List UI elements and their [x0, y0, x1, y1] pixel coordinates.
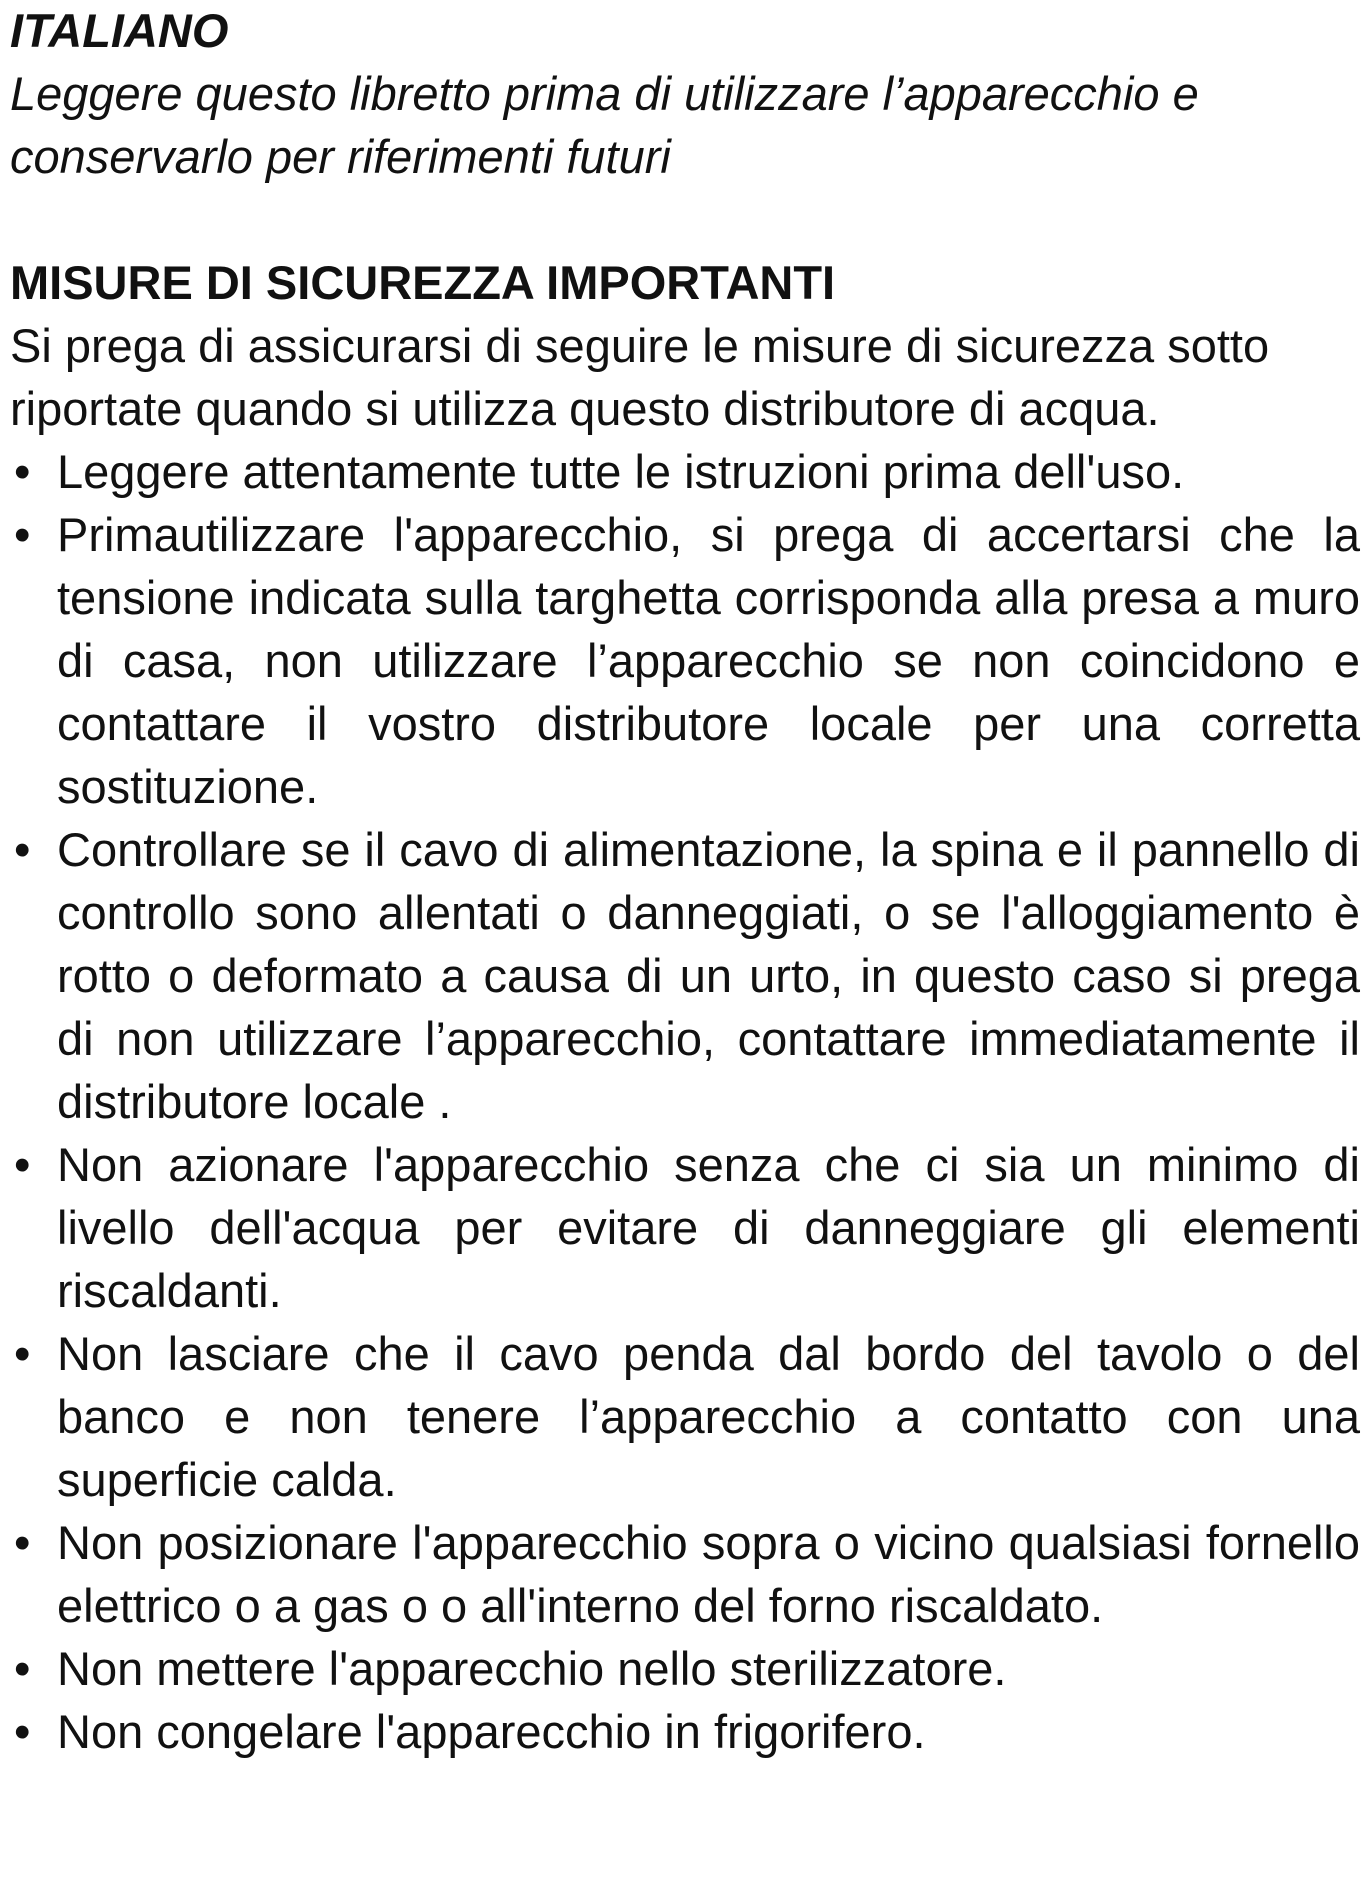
bullet-icon: • [14, 1138, 31, 1191]
list-item-text: Controllare se il cavo di alimentazione, la spina e il pannello di controllo sono allentati o danneggiati, o se l'alloggiamento è rotto o deformato a causa di un urto, in questo caso si prega di non utilizzare l’apparecchio, contattare immediatamente il distributore locale . [57, 823, 1360, 1128]
bullet-icon: • [14, 1705, 31, 1758]
list-item [10, 1133, 1360, 1322]
list-item [10, 503, 1360, 818]
bullet-icon: • [14, 445, 31, 498]
language-heading: ITALIANO [10, 4, 229, 57]
bullet-icon: • [14, 508, 31, 561]
section-lead: Si prega di assicurarsi di seguire le misure di sicurezza sotto riportate quando si utilizza questo distributore di acqua. [10, 319, 1270, 435]
section-title: MISURE DI SICUREZZA IMPORTANTI [10, 256, 836, 309]
manual-page [10, 0, 1360, 1763]
safety-list [10, 440, 1360, 1763]
list-item-text: Primautilizzare l'apparecchio, si prega di accertarsi che la tensione indicata sulla targhetta corrisponda alla presa a muro di casa, non utilizzare l’apparecchio se non coincidono e contattare il vostro distributore locale per una corretta sostituzione. [57, 508, 1360, 813]
list-item [10, 440, 1360, 503]
bullet-icon: • [14, 1516, 31, 1569]
list-item-text: Leggere attentamente tutte le istruzioni prima dell'uso. [57, 445, 1185, 498]
list-item-text: Non congelare l'apparecchio in frigorifero. [57, 1705, 926, 1758]
list-item-text: Non mettere l'apparecchio nello sterilizzatore. [57, 1642, 1007, 1695]
bullet-icon: • [14, 823, 31, 876]
list-item [10, 1637, 1360, 1700]
list-item [10, 1511, 1360, 1637]
bullet-icon: • [14, 1327, 31, 1380]
list-item-text: Non lasciare che il cavo penda dal bordo del tavolo o del banco e non tenere l’apparecchio a contatto con una superficie calda. [57, 1327, 1360, 1506]
list-item [10, 1700, 1360, 1763]
list-item-text: Non azionare l'apparecchio senza che ci sia un minimo di livello dell'acqua per evitare di danneggiare gli elementi riscaldanti. [57, 1138, 1360, 1317]
list-item [10, 1322, 1360, 1511]
list-item [10, 818, 1360, 1133]
intro-text: Leggere questo libretto prima di utilizzare l’apparecchio e conservarlo per riferimenti futuri [10, 67, 1199, 183]
list-item-text: Non posizionare l'apparecchio sopra o vicino qualsiasi fornello elettrico o a gas o o all'interno del forno riscaldato. [57, 1516, 1360, 1632]
bullet-icon: • [14, 1642, 31, 1695]
